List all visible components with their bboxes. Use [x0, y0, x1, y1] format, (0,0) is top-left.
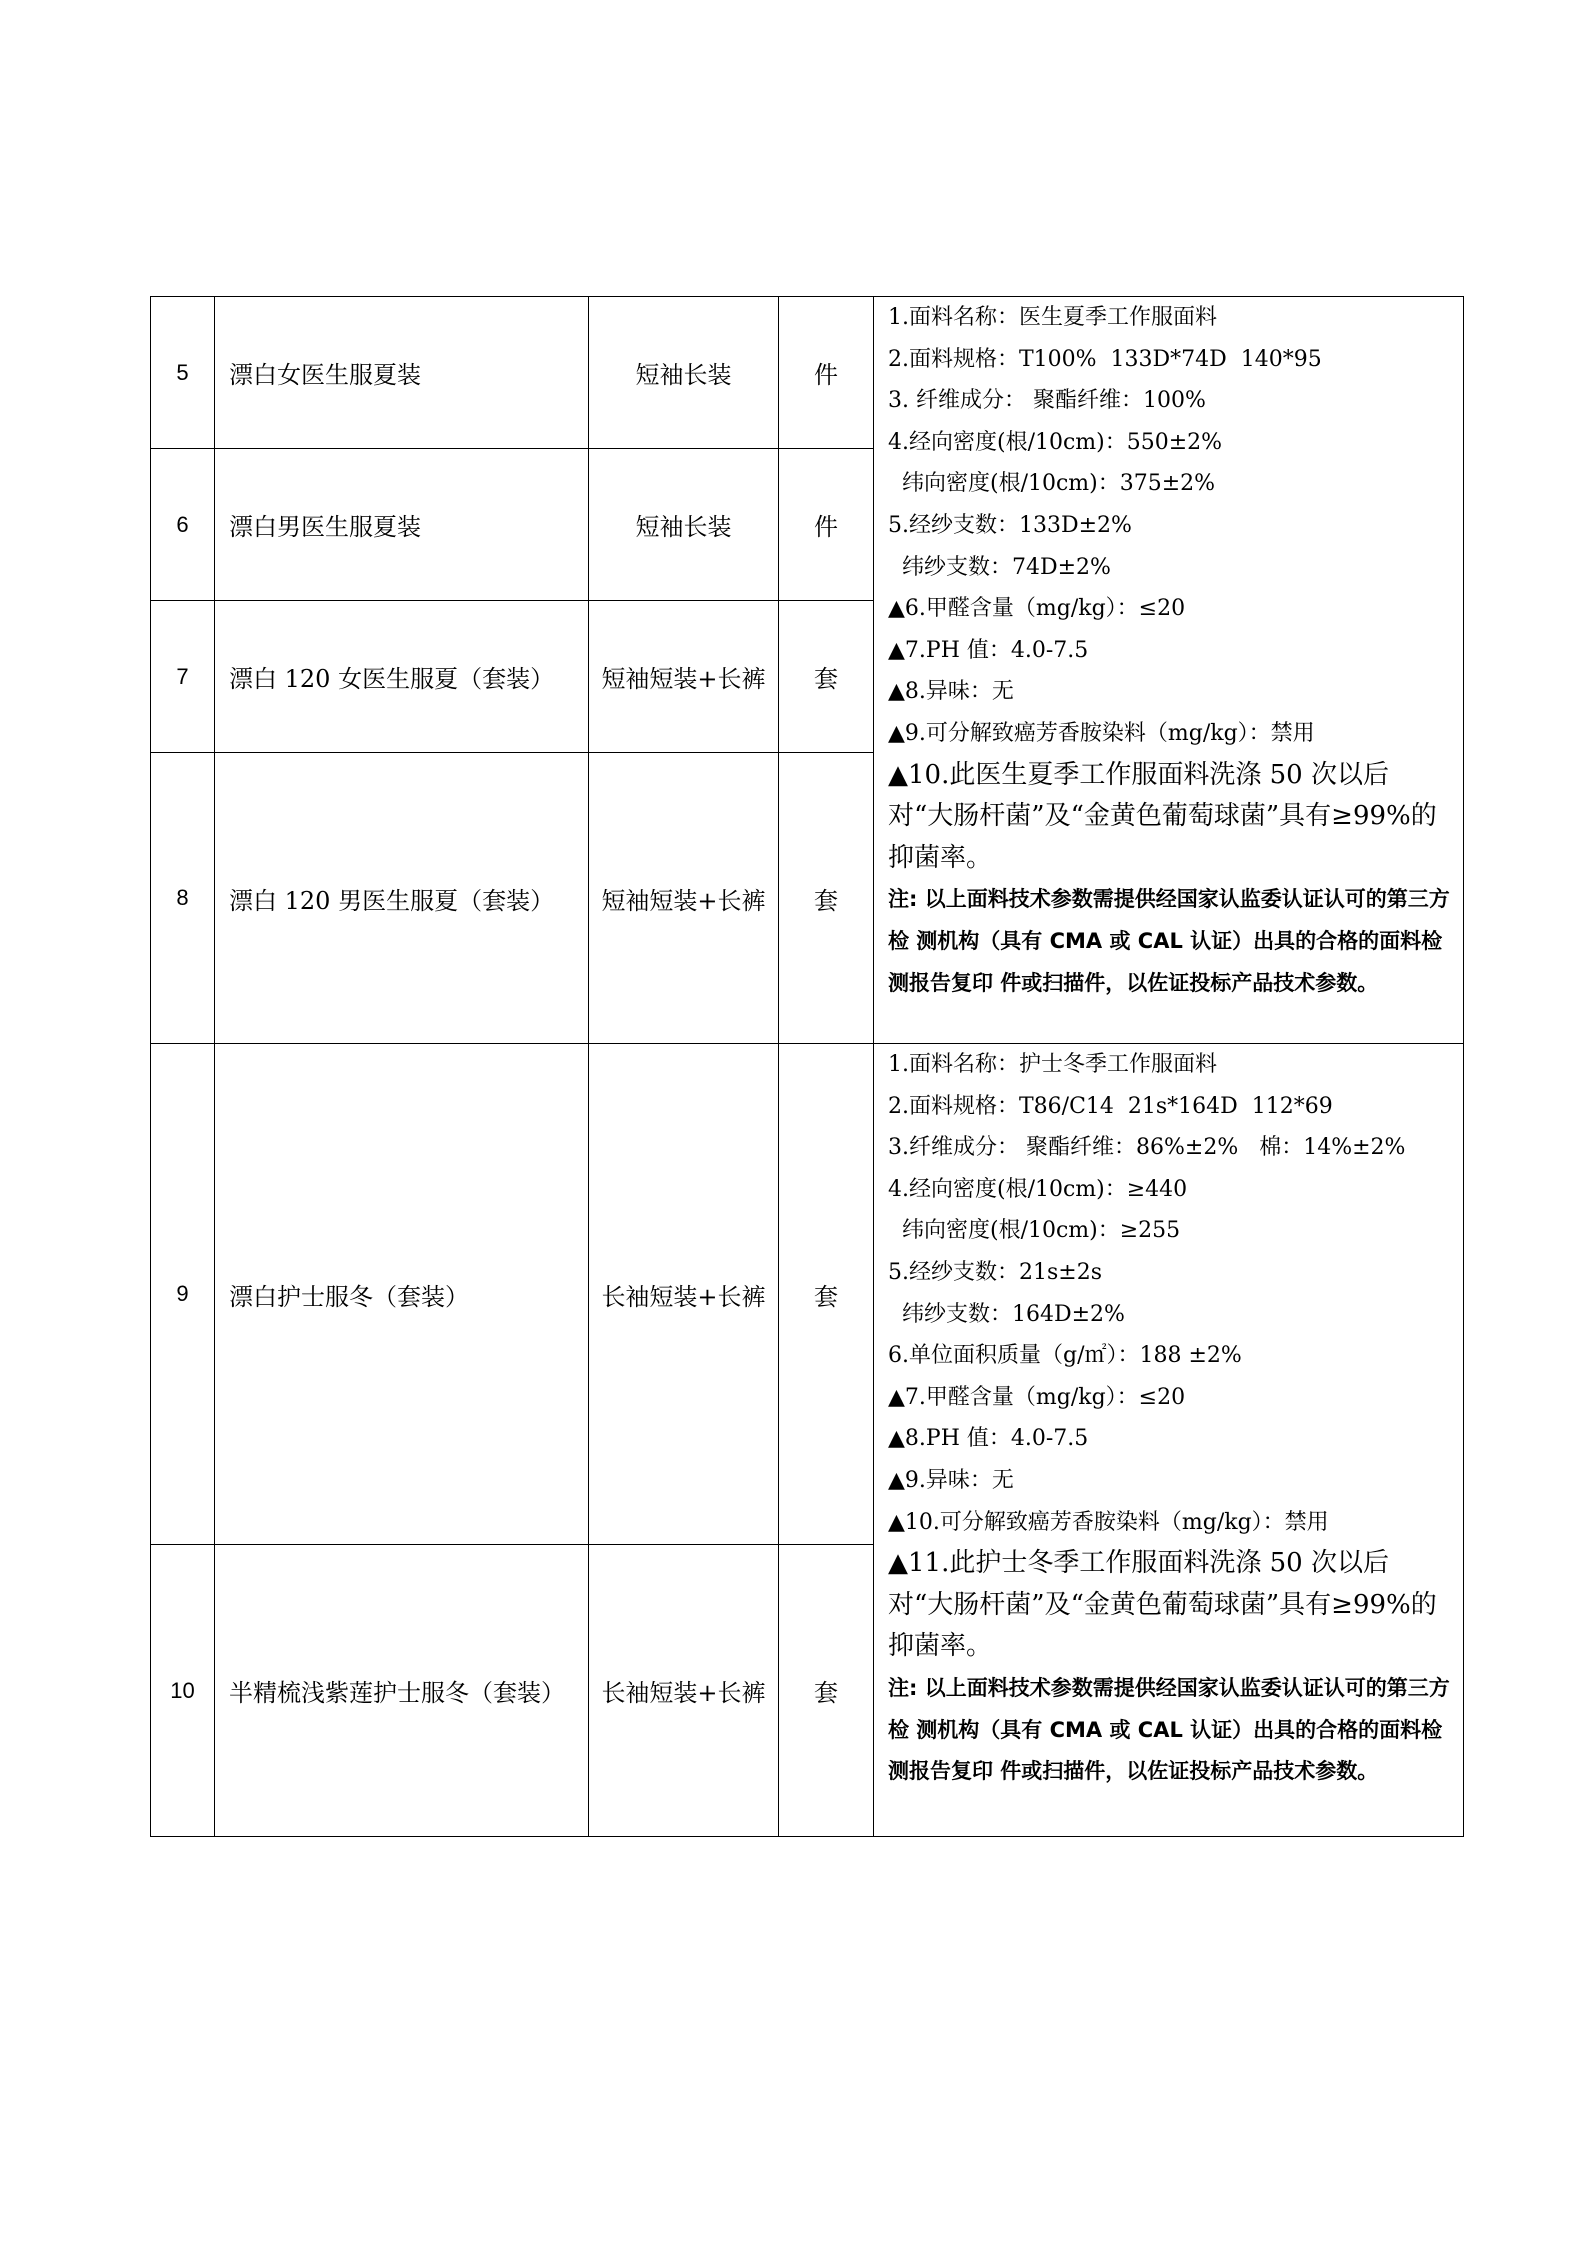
fabric-spec-winter [874, 1044, 1464, 1837]
product-name: 漂白男医生服夏装 [215, 449, 589, 601]
product-name: 漂白 120 男医生服夏（套装） [215, 753, 589, 1044]
spec-line: 纬纱支数：164D±2% [888, 1301, 1125, 1327]
product-unit: 套 [779, 1545, 874, 1837]
product-unit: 套 [779, 601, 874, 753]
spec-line: ▲8.异味：无 [888, 679, 1014, 705]
spec-line: 4.经向密度(根/10cm)：≥440 [888, 1176, 1188, 1202]
product-style: 短袖短装+长裤 [589, 753, 779, 1044]
spec-line: 1.面料名称：医生夏季工作服面料 [888, 305, 1217, 330]
spec-line: 纬向密度(根/10cm)：375±2% [888, 471, 1216, 497]
spec-line: 2.面料规格：T100% 133D*74D 140*95 [888, 346, 1322, 372]
spec-line: ▲7.PH 值：4.0-7.5 [888, 637, 1089, 663]
antibacterial-requirement: ▲10.此医生夏季工作服面料洗涤 50 次以后对“大肠杆菌”及“金黄色葡萄球菌”具有≥99%的抑菌率。 [888, 759, 1437, 873]
antibacterial-requirement: ▲11.此护士冬季工作服面料洗涤 50 次以后对“大肠杆菌”及“金黄色葡萄球菌”具有≥99%的抑菌率。 [888, 1548, 1437, 1662]
product-style: 短袖长装 [589, 297, 779, 449]
spec-line: 4.经向密度(根/10cm)：550±2% [888, 429, 1223, 455]
spec-note: 注: 以上面料技术参数需提供经国家认监委认证认可的第三方检 测机构（具有 CMA 或 CAL 认证）出具的合格的面料检测报告复印 件或扫描件，以佐证投标产品技术参数。 [888, 1675, 1450, 1784]
spec-line: 6.单位面积质量（g/㎡）：188 ±2% [888, 1343, 1242, 1369]
row-number: 6 [151, 449, 215, 601]
row-number: 9 [151, 1044, 215, 1545]
spec-line: ▲9.异味：无 [888, 1467, 1014, 1493]
spec-line: 3.纤维成分： 聚酯纤维：86%±2% 棉：14%±2% [888, 1135, 1406, 1161]
spec-line: ▲10.可分解致癌芳香胺染料（mg/kg）：禁用 [888, 1509, 1329, 1535]
row-number: 5 [151, 297, 215, 449]
product-style: 长袖短装+长裤 [589, 1044, 779, 1545]
spec-note: 注: 以上面料技术参数需提供经国家认监委认证认可的第三方检 测机构（具有 CMA 或 CAL 认证）出具的合格的面料检测报告复印 件或扫描件，以佐证投标产品技术参数。 [888, 887, 1450, 995]
product-name: 半精梳浅紫莲护士服冬（套装） [215, 1545, 589, 1837]
spec-line: 2.面料规格：T86/C14 21s*164D 112*69 [888, 1093, 1333, 1119]
spec-line: ▲7.甲醛含量（mg/kg）：≤20 [888, 1384, 1186, 1410]
spec-line: ▲6.甲醛含量（mg/kg）：≤20 [888, 596, 1186, 622]
spec-line: ▲9.可分解致癌芳香胺染料（mg/kg）：禁用 [888, 720, 1315, 746]
product-style: 短袖短装+长裤 [589, 601, 779, 753]
product-unit: 件 [779, 297, 874, 449]
product-unit: 件 [779, 449, 874, 601]
spec-line: 1.面料名称：护士冬季工作服面料 [888, 1052, 1217, 1077]
row-number: 7 [151, 601, 215, 753]
spec-line: ▲8.PH 值：4.0-7.5 [888, 1426, 1089, 1452]
spec-line: 3. 纤维成分： 聚酯纤维：100% [888, 388, 1206, 414]
product-name: 漂白女医生服夏装 [215, 297, 589, 449]
spec-line: 5.经纱支数：21s±2s [888, 1259, 1102, 1285]
row-number: 8 [151, 753, 215, 1044]
table-row [151, 1044, 1464, 1545]
fabric-spec-summer [874, 297, 1464, 1044]
table-row [151, 297, 1464, 449]
spec-line: 5.经纱支数：133D±2% [888, 512, 1132, 538]
product-style: 长袖短装+长裤 [589, 1545, 779, 1837]
product-unit: 套 [779, 1044, 874, 1545]
product-name: 漂白护士服冬（套装） [215, 1044, 589, 1545]
product-style: 短袖长装 [589, 449, 779, 601]
product-name: 漂白 120 女医生服夏（套装） [215, 601, 589, 753]
row-number: 10 [151, 1545, 215, 1837]
spec-line: 纬纱支数：74D±2% [888, 554, 1111, 580]
spec-line: 纬向密度(根/10cm)：≥255 [888, 1218, 1181, 1244]
product-spec-table [150, 296, 1464, 1837]
product-unit: 套 [779, 753, 874, 1044]
